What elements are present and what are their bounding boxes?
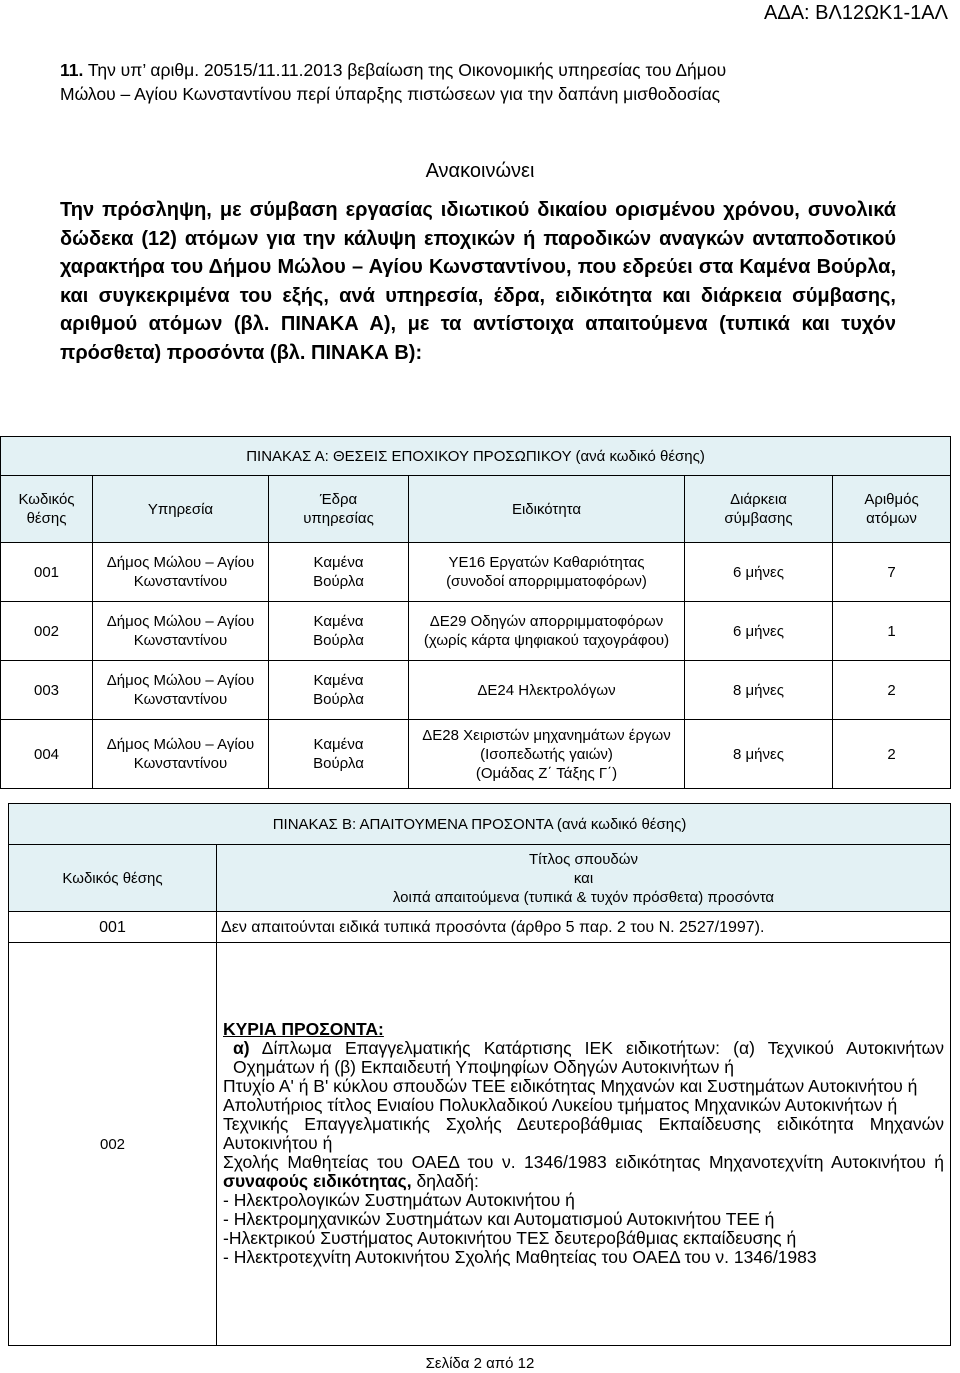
header-specialty: Ειδικότητα [409, 476, 685, 543]
header-code: Κωδικός θέσης [1, 476, 93, 543]
main-qualifications-heading: ΚΥΡΙΑ ΠΡΟΣΟΝΤΑ: [223, 1018, 384, 1039]
header-seat: Έδρα υπηρεσίας [269, 476, 409, 543]
item-text-line1: Την υπ’ αριθμ. 20515/11.11.2013 βεβαίωση της Οικονομικής υπηρεσίας του Δήμου [87, 60, 727, 80]
qualification-a: α) Δίπλωμα Επαγγελματικής Κατάρτισης ΙΕΚ ειδικοτήτων: (α) Τεχνικού Αυτοκινήτων Οχημάτων ή (β) Εκπαιδευτή Υποψηφίων Οδηγών Αυτοκινήτων ή [233, 1037, 945, 1077]
table-row [9, 912, 951, 943]
related-specialty-item: - Ηλεκτρολογικών Συστημάτων Αυτοκινήτου ή [223, 1189, 575, 1210]
cell-duration: 6 μήνες [685, 543, 833, 602]
item-11 [60, 58, 940, 106]
cell-seat: Καμένα Βούρλα [269, 543, 409, 602]
item-text-line2: Μώλου – Αγίου Κωνσταντίνου περί ύπαρξης πιστώσεων για την δαπάνη μισθοδοσίας [60, 84, 721, 104]
related-specialty-item: - Ηλεκτροτεχνίτη Αυτοκινήτου Σχολής Μαθητείας του ΟΑΕΔ του ν. 1346/1983 [223, 1246, 817, 1267]
cell-seat: Καμένα Βούρλα [269, 661, 409, 720]
qualification-line: Σχολής Μαθητείας του ΟΑΕΔ του ν. 1346/1983 ειδικότητας Μηχανοτεχνίτη Αυτοκινήτου ή συναφούς ειδικότητας, δηλαδή: [223, 1151, 945, 1191]
header-service: Υπηρεσία [93, 476, 269, 543]
qualification-line: Τεχνικής Επαγγελματικής Σχολής Δευτεροβάθμιας Εκπαίδευσης ειδικότητα Μηχανών Αυτοκινήτου ή [223, 1113, 945, 1153]
cell-count: 2 [833, 720, 951, 789]
table-row [1, 543, 951, 602]
table-a-caption: ΠΙΝΑΚΑΣ Α: ΘΕΣΕΙΣ ΕΠΟΧΙΚΟΥ ΠΡΟΣΩΠΙΚΟΥ (ανά κωδικό θέσης) [1, 437, 951, 476]
cell-code: 002 [9, 943, 217, 1346]
cell-code: 004 [1, 720, 93, 789]
cell-count: 1 [833, 602, 951, 661]
cell-specialty: ΔΕ24 Ηλεκτρολόγων [409, 661, 685, 720]
cell-count: 7 [833, 543, 951, 602]
cell-seat: Καμένα Βούρλα [269, 602, 409, 661]
table-b-caption: ΠΙΝΑΚΑΣ Β: ΑΠΑΙΤΟΥΜΕΝΑ ΠΡΟΣΟΝΤΑ (ανά κωδικό θέσης) [9, 804, 951, 845]
cell-service: Δήμος Μώλου – Αγίου Κωνσταντίνου [93, 602, 269, 661]
announcement-title: Ανακοινώνει [425, 160, 535, 182]
cell-code: 002 [1, 602, 93, 661]
table-row [1, 720, 951, 789]
header-code: Κωδικός θέσης [9, 845, 217, 912]
table-row [9, 943, 951, 1346]
qualification-line: Πτυχίο Α' ή Β' κύκλου σπουδών ΤΕΕ ειδικότητας Μηχανών και Συστημάτων Αυτοκινήτου ή [223, 1075, 918, 1096]
cell-code: 001 [1, 543, 93, 602]
cell-duration: 8 μήνες [685, 661, 833, 720]
cell-duration: 8 μήνες [685, 720, 833, 789]
page-number: Σελίδα 2 από 12 [425, 1355, 535, 1372]
table-b [8, 803, 951, 1346]
document-ada-code: ΑΔΑ: ΒΛ12ΩΚ1-1ΑΛ [764, 2, 948, 24]
related-specialty-item: -Ηλεκτρικού Συστήματος Αυτοκινήτου ΤΕΣ δευτεροβάθμιας εκπαίδευσης ή [223, 1227, 797, 1248]
cell-specialty: ΔΕ28 Χειριστών μηχανημάτων έργων (Ισοπεδωτής γαιών) (Ομάδας Ζ΄ Τάξης Γ΄) [409, 720, 685, 789]
cell-specialty: ΥΕ16 Εργατών Καθαριότητας (συνοδοί απορριμματοφόρων) [409, 543, 685, 602]
header-duration: Διάρκεια σύμβασης [685, 476, 833, 543]
header-qualifications: Τίτλος σπουδών και λοιπά απαιτούμενα (τυπικά & τυχόν πρόσθετα) προσόντα [217, 845, 951, 912]
cell-code: 003 [1, 661, 93, 720]
cell-service: Δήμος Μώλου – Αγίου Κωνσταντίνου [93, 543, 269, 602]
item-number: 11. [60, 60, 84, 80]
cell-service: Δήμος Μώλου – Αγίου Κωνσταντίνου [93, 720, 269, 789]
cell-specialty: ΔΕ29 Οδηγών απορριμματοφόρων (χωρίς κάρτα ψηφιακού ταχογράφου) [409, 602, 685, 661]
qualification-line: Απολυτήριος τίτλος Ενιαίου Πολυκλαδικού Λυκείου τμήματος Μηχανικών Αυτοκινήτων ή [223, 1094, 898, 1115]
table-a [0, 436, 951, 789]
table-b-header-row [9, 845, 951, 912]
announcement-body: Την πρόσληψη, με σύμβαση εργασίας ιδιωτικού δικαίου ορισμένου χρόνου, συνολικά δώδεκα (12) ατόμων για την κάλυψη εποχικών ή παροδικών αναγκών ανταποδοτικού χαρακτήρα του Δήμου Μώλου – Αγίου Κωνσταντίνου, που εδρεύει στα Καμένα Βούρλα, και συγκεκριμένα του εξής, ανά υπηρεσία, έδρα, ειδικότητα και διάρκεια σύμβασης, αριθμού ατόμων (βλ. ΠΙΝΑΚΑ Α), με τα αντίστοιχα απαιτούμενα (τυπικά και τυχόν πρόσθετα) προσόντα (βλ. ΠΙΝΑΚΑ Β): [60, 199, 896, 364]
table-row [1, 602, 951, 661]
cell-seat: Καμένα Βούρλα [269, 720, 409, 789]
table-a-header-row [1, 476, 951, 543]
cell-qualifications [217, 943, 951, 1346]
table-row [1, 661, 951, 720]
related-specialty-item: - Ηλεκτρομηχανικών Συστημάτων και Αυτοματισμού Αυτοκινήτου ΤΕΕ ή [223, 1208, 775, 1229]
cell-count: 2 [833, 661, 951, 720]
cell-service: Δήμος Μώλου – Αγίου Κωνσταντίνου [93, 661, 269, 720]
cell-code: 001 [9, 912, 217, 943]
header-count: Αριθμός ατόμων [833, 476, 951, 543]
cell-qualifications: Δεν απαιτούνται ειδικά τυπικά προσόντα (άρθρο 5 παρ. 2 του Ν. 2527/1997). [217, 912, 951, 943]
cell-duration: 6 μήνες [685, 602, 833, 661]
